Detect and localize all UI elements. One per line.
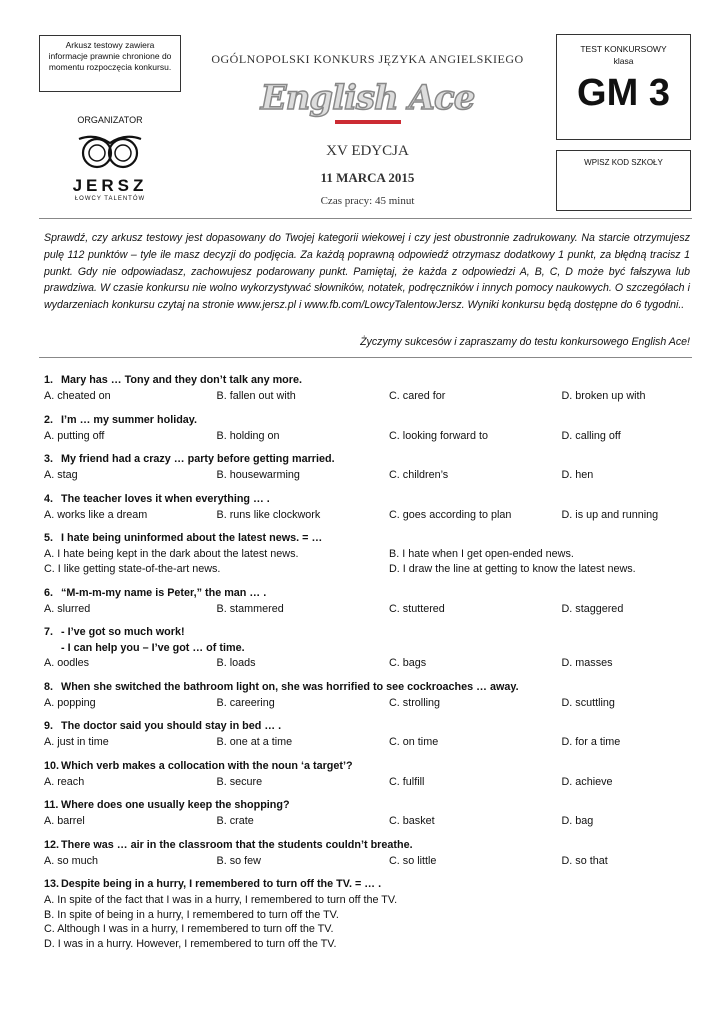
- option-b[interactable]: B. one at a time: [216, 736, 293, 748]
- question-text: Mary has … Tony and they don’t talk any more.: [61, 374, 302, 386]
- question-text: I’m … my summer holiday.: [61, 413, 197, 426]
- option-c[interactable]: C. on time: [389, 736, 439, 748]
- divider-bottom: [39, 357, 692, 358]
- option-b[interactable]: B. crate: [216, 815, 254, 827]
- question-text: Which verb makes a collocation with the noun ‘a target’?: [61, 759, 353, 772]
- school-code-field[interactable]: WPISZ KOD SZKOŁY: [556, 150, 691, 211]
- question-number: 2.: [44, 413, 54, 426]
- option-a[interactable]: A. barrel: [44, 815, 85, 827]
- contest-date: 11 MARCA 2015: [320, 170, 415, 185]
- question-number: 9.: [44, 720, 54, 732]
- option-d[interactable]: D. is up and running: [561, 508, 659, 521]
- question-6: [44, 584, 694, 617]
- question-13: [44, 875, 694, 951]
- option-a[interactable]: A. so much: [44, 854, 99, 867]
- question-text: Despite being in a hurry, I remembered to turn off the TV. = … .: [61, 878, 382, 890]
- option-d[interactable]: D. I draw the line at getting to know the latest news.: [389, 563, 636, 575]
- option-c[interactable]: C. I like getting state-of-the-art news.: [44, 563, 221, 575]
- jersz-logo: [60, 133, 160, 213]
- option-a[interactable]: A. I hate being kept in the dark about the latest news.: [44, 548, 299, 560]
- option-b[interactable]: B. runs like clockwork: [216, 508, 321, 521]
- option-d[interactable]: D. staggered: [561, 602, 624, 615]
- option-c[interactable]: C. Although I was in a hurry, I remembered to turn off the TV.: [44, 923, 334, 936]
- option-b[interactable]: B. housewarming: [216, 469, 300, 481]
- confidential-notice: Arkusz testowy zawiera informacje prawnie chronione do momentu rozpoczęcia konkursu.: [39, 35, 181, 92]
- question-8: [44, 678, 694, 711]
- brand-wordmark: English Ace: [260, 78, 475, 118]
- question-number: 11.: [44, 799, 59, 811]
- question-text: The teacher loves it when everything … .: [61, 492, 270, 505]
- option-d[interactable]: D. broken up with: [561, 390, 646, 402]
- option-c[interactable]: C. so little: [389, 854, 437, 867]
- question-2: [44, 411, 694, 444]
- question-text: I hate being uninformed about the latest news. = …: [61, 532, 323, 544]
- option-b[interactable]: B. holding on: [216, 429, 280, 442]
- owl-eyes-icon: [75, 133, 145, 169]
- question-number: 13.: [44, 878, 60, 890]
- option-b[interactable]: B. In spite of being in a hurry, I remembered to turn off the TV.: [44, 908, 339, 921]
- question-number: 4.: [44, 492, 54, 505]
- option-c[interactable]: C. cared for: [389, 390, 446, 402]
- option-b[interactable]: B. stammered: [216, 602, 284, 615]
- question-1: [44, 371, 694, 404]
- option-c[interactable]: C. looking forward to: [389, 429, 489, 442]
- question-number: 8.: [44, 680, 54, 693]
- option-b[interactable]: B. loads: [216, 657, 256, 669]
- instructions: Sprawdź, czy arkusz testowy jest dopasowany do Twojej kategorii wiekowej i czy jest obustronnie zadrukowany. Na starcie otrzymujesz pulę 112 punktów – tyle ile masz decyzji do podjęcia. Za każdą poprawną odpowiedź otrzymasz dodatkowy 1 punkt, za błędną tracisz 1 punkt. Gdy nie odpowiadasz, zachowujesz podarowany punkt. Pamiętaj, że każda z odpowiedzi A, B, C, D może być fałszywa lub prawdziwa. W czasie konkursu nie wolno wykorzystywać słowników, notatek, podręczników i innych pomocy naukowych. O szczegółach i wydarzeniach konkursu czytaj na stronie www.jersz.pl i www.fb.com/LowcyTalentowJersz. Wyniki konkursu będą dostępne do 6 tygodni..: [44, 232, 690, 312]
- question-9: [44, 717, 694, 750]
- question-text: When she switched the bathroom light on, she was horrified to see cockroaches … away.: [61, 680, 519, 693]
- wish-line: Życzymy sukcesów i zapraszamy do testu konkursowego English Ace!: [360, 336, 690, 348]
- option-b[interactable]: B. careering: [216, 696, 275, 709]
- question-number: 3.: [44, 453, 54, 465]
- question-number: 7.: [44, 626, 54, 638]
- contest-title: OGÓLNOPOLSKI KONKURS JĘZYKA ANGIELSKIEGO: [211, 52, 524, 66]
- option-d[interactable]: D. achieve: [561, 775, 613, 788]
- test-level-box: [556, 34, 691, 140]
- option-d[interactable]: D. bag: [561, 815, 594, 827]
- question-5: [44, 529, 694, 577]
- logo-tagline: ŁOWCY TALENTÓW: [74, 196, 146, 202]
- option-c[interactable]: C. strolling: [389, 696, 441, 709]
- logo-name: JERSZ: [72, 176, 148, 195]
- question-text: The doctor said you should stay in bed … .: [61, 720, 282, 732]
- option-a[interactable]: A. reach: [44, 775, 85, 788]
- option-c[interactable]: C. bags: [389, 657, 427, 669]
- question-number: 6.: [44, 586, 54, 599]
- question-text: Where does one usually keep the shopping?: [61, 799, 290, 811]
- option-a[interactable]: A. works like a dream: [44, 508, 148, 521]
- option-d[interactable]: D. calling off: [561, 429, 621, 442]
- option-d[interactable]: D. I was in a hurry. However, I remembered to turn off the TV.: [44, 937, 337, 950]
- question-text: “M-m-m-my name is Peter,” the man … .: [61, 586, 267, 599]
- question-text: There was … air in the classroom that the students couldn’t breathe.: [61, 838, 413, 851]
- divider-top: [39, 218, 692, 219]
- option-d[interactable]: D. hen: [561, 469, 594, 481]
- option-a[interactable]: A. cheated on: [44, 390, 111, 402]
- question-11: [44, 796, 694, 829]
- option-c[interactable]: C. goes according to plan: [389, 508, 512, 521]
- question-text-line-2: - I can help you – I’ve got … of time.: [61, 642, 245, 654]
- question-text: My friend had a crazy … party before getting married.: [61, 453, 335, 465]
- test-box-title: TEST KONKURSOWY: [580, 44, 667, 54]
- option-c[interactable]: C. stuttered: [389, 602, 445, 615]
- option-a[interactable]: A. putting off: [44, 429, 105, 442]
- brand-underline: [335, 120, 401, 124]
- question-4: [44, 490, 694, 523]
- option-c[interactable]: C. children’s: [389, 469, 449, 481]
- option-a[interactable]: A. stag: [44, 469, 78, 481]
- option-a[interactable]: A. just in time: [44, 736, 109, 748]
- question-number: 5.: [44, 532, 54, 544]
- option-b[interactable]: B. secure: [216, 775, 263, 788]
- option-d[interactable]: D. so that: [561, 854, 608, 867]
- option-b[interactable]: B. I hate when I get open-ended news.: [389, 548, 574, 560]
- option-c[interactable]: C. basket: [389, 815, 435, 827]
- option-d[interactable]: D. scuttling: [561, 696, 615, 709]
- option-b[interactable]: B. so few: [216, 854, 261, 867]
- edition: XV EDYCJA: [326, 143, 409, 159]
- question-3: [44, 450, 694, 483]
- question-text: - I’ve got so much work!: [61, 626, 185, 638]
- test-box-class-label: klasa: [613, 56, 634, 66]
- brand-logo: [190, 78, 545, 124]
- test-level: GM 3: [577, 72, 670, 114]
- option-a[interactable]: A. popping: [44, 696, 96, 709]
- option-c[interactable]: C. fulfill: [389, 775, 425, 788]
- working-time: Czas pracy: 45 minut: [320, 195, 415, 207]
- option-a[interactable]: A. In spite of the fact that I was in a hurry, I remembered to turn off the TV.: [44, 894, 398, 906]
- option-d[interactable]: D. for a time: [561, 736, 621, 748]
- question-10: [44, 757, 694, 790]
- question-number: 12.: [44, 838, 60, 851]
- option-b[interactable]: B. fallen out with: [216, 390, 296, 402]
- question-list: [44, 371, 694, 958]
- question-7: [44, 623, 694, 671]
- question-number: 10.: [44, 759, 60, 772]
- option-a[interactable]: A. slurred: [44, 602, 91, 615]
- question-12: [44, 836, 694, 869]
- organizer-label: ORGANIZATOR: [77, 115, 143, 125]
- question-number: 1.: [44, 374, 54, 386]
- option-d[interactable]: D. masses: [561, 657, 613, 669]
- option-a[interactable]: A. oodles: [44, 657, 90, 669]
